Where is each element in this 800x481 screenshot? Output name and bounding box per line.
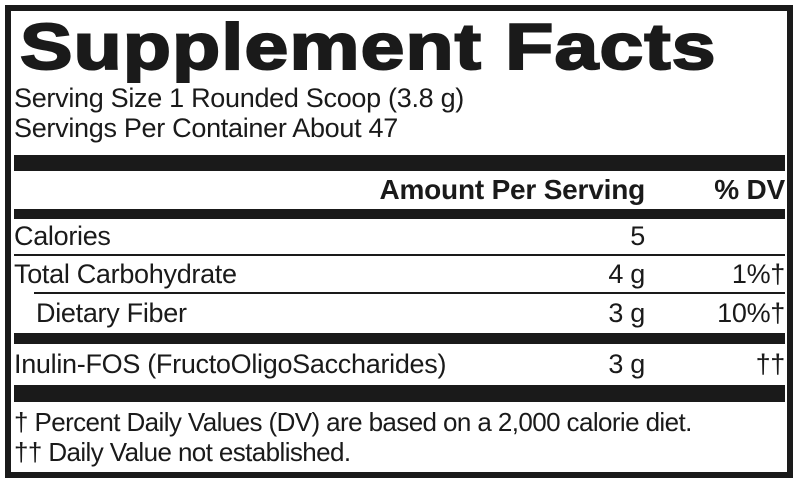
- nutrient-amount: 5: [630, 221, 645, 251]
- divider-thick-bottom: [14, 385, 785, 402]
- divider-medium-middle: [14, 333, 785, 344]
- footnote-percent-dv: † Percent Daily Values (DV) are based on a 2,000 calorie diet.: [14, 407, 692, 437]
- footnote-dv-not-established: †† Daily Value not established.: [14, 437, 351, 467]
- table-row-calories: [14, 219, 785, 254]
- footnotes-section: [14, 407, 785, 467]
- nutrient-amount: 3 g: [608, 349, 645, 379]
- percent-dv-header: % DV: [714, 174, 785, 205]
- nutrient-dv: ††: [755, 349, 785, 379]
- nutrient-name: Dietary Fiber: [36, 298, 187, 328]
- serving-size-line: Serving Size 1 Rounded Scoop (3.8 g): [14, 83, 464, 113]
- divider-medium-header: [14, 209, 785, 219]
- amount-per-serving-header: Amount Per Serving: [379, 174, 645, 205]
- servings-per-container-line: Servings Per Container About 47: [14, 113, 398, 143]
- nutrient-amount: 3 g: [608, 298, 645, 328]
- nutrient-amount: 4 g: [608, 258, 645, 289]
- supplement-facts-panel: [5, 5, 793, 478]
- column-header-row: [14, 171, 785, 209]
- divider-thick-top: [14, 155, 785, 171]
- nutrient-name: Inulin-FOS (FructoOligoSaccharides): [14, 349, 447, 379]
- table-row-dietary-fiber: [14, 294, 785, 333]
- table-row-total-carbohydrate: [14, 256, 785, 292]
- nutrient-dv: 1%†: [731, 258, 785, 289]
- nutrient-name: Calories: [14, 221, 111, 251]
- nutrient-dv: 10%†: [717, 298, 785, 328]
- table-row-inulin-fos: [14, 344, 785, 385]
- nutrient-name: Total Carbohydrate: [14, 258, 237, 289]
- panel-title: Supplement Facts: [20, 10, 717, 83]
